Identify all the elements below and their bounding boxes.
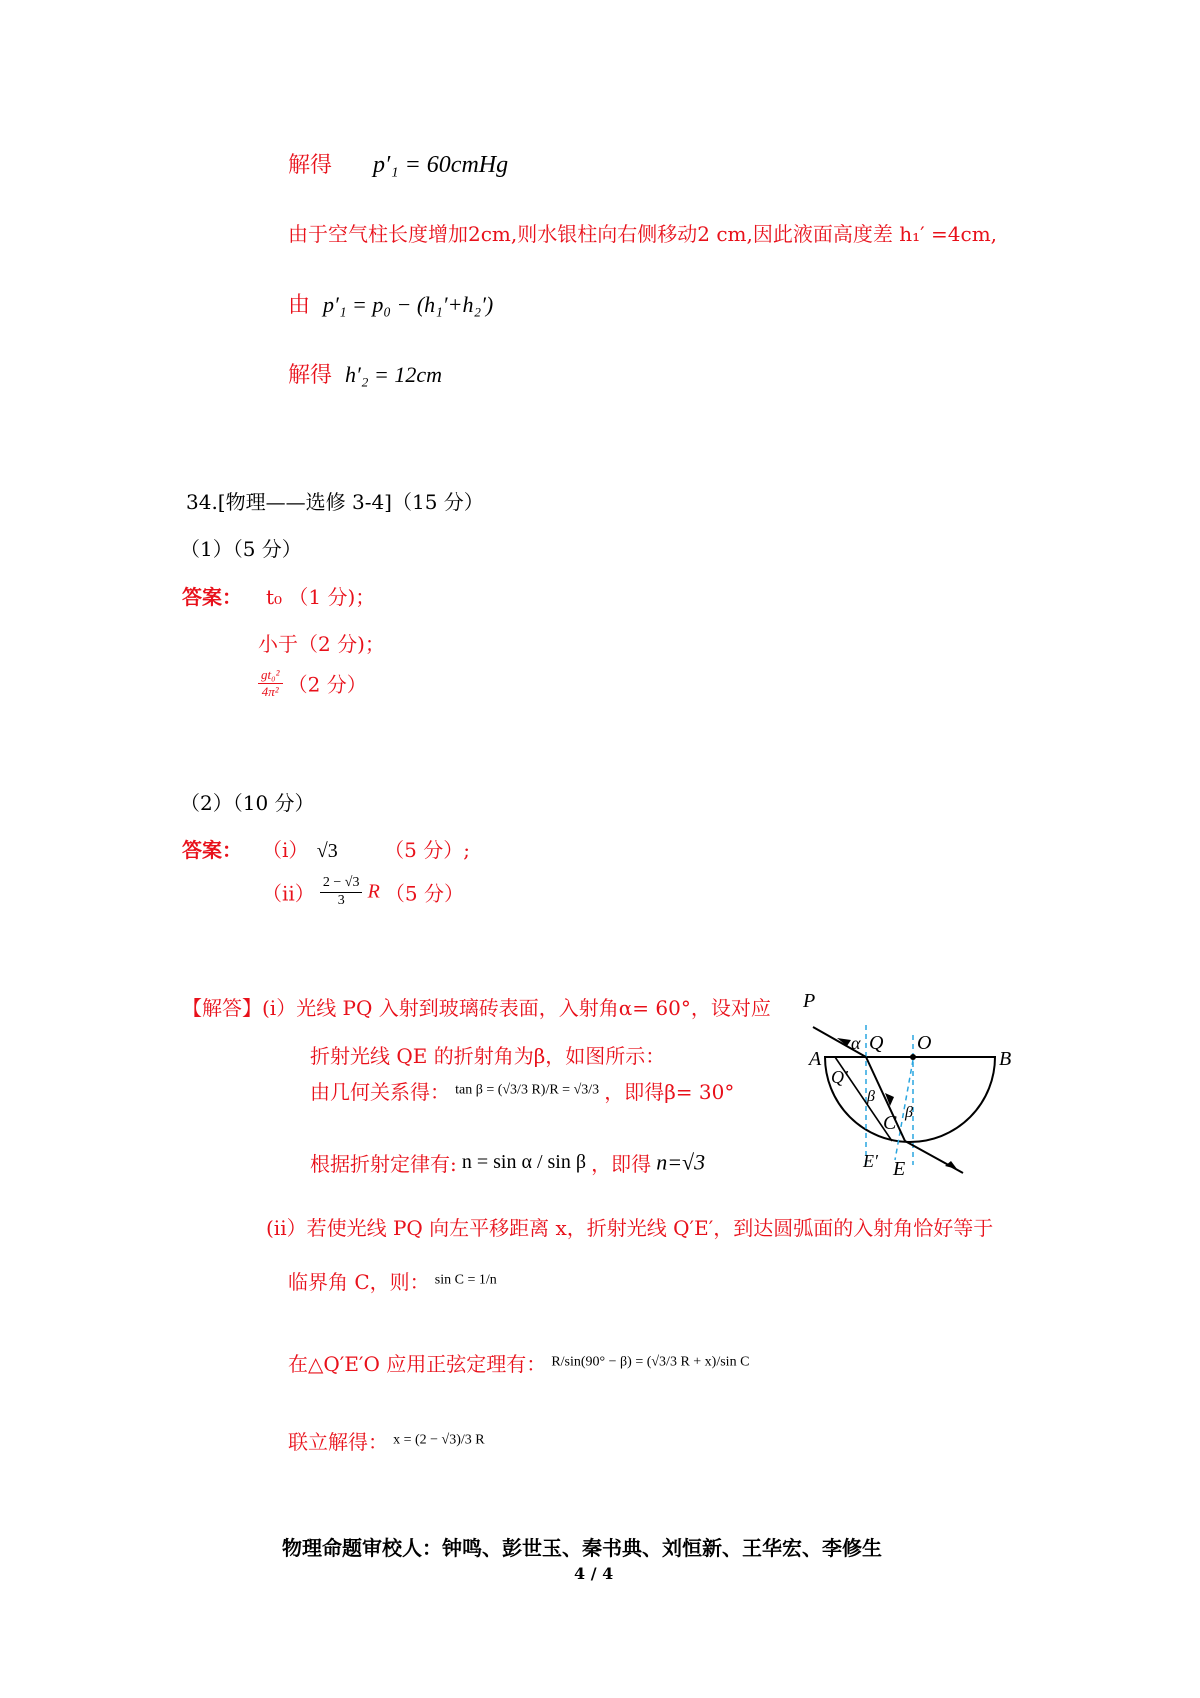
answer-formula-g [258, 668, 367, 698]
solution-line-4 [310, 1148, 705, 1177]
solve-label: 解得 [288, 153, 333, 178]
solution-line-1: 【解答】(i）光线 PQ 入射到玻璃砖表面，入射角α= 60°，设对应 [182, 996, 771, 1020]
solve-line-1 [288, 148, 508, 179]
answer-ii-points: （5 分） [384, 881, 464, 906]
answer-label-2: 答案： [182, 838, 242, 862]
label-beta-1: β [867, 1088, 875, 1105]
fraction [258, 668, 283, 698]
subquestion-1: （1）（5 分） [180, 537, 302, 561]
label-c: C [883, 1112, 897, 1134]
question-title: 34.[物理——选修 3-4]（15 分） [186, 490, 484, 514]
reviewers-line: 物理命题审校人：钟鸣、彭世玉、秦书典、刘恒新、王华宏、李修生 [282, 1536, 882, 1560]
answer-ii [262, 876, 464, 908]
solve-label: 解得 [288, 363, 333, 388]
subquestion-2: （2）（10 分） [180, 791, 315, 815]
solution-prefix: 由几何关系得： [310, 1080, 450, 1104]
semicircle-brick [825, 1057, 995, 1142]
solution-line-7 [288, 1348, 749, 1377]
answer-i-label: （i） [262, 838, 309, 862]
solution-prefix: 联立解得： [288, 1430, 388, 1454]
fraction [320, 876, 363, 908]
numerator: 2 − √3 [320, 876, 363, 893]
label-e: E [893, 1158, 906, 1180]
formula-h2: h′₂ = 12cm [345, 362, 442, 387]
radius-symbol: R [367, 880, 380, 903]
answer-i [262, 834, 470, 863]
label-p: P [803, 990, 816, 1012]
formula-snell: n = sin α / sin β [461, 1151, 587, 1173]
solution-prefix: 在△Q′E′O 应用正弦定理有： [288, 1352, 547, 1376]
label-e-prime: E′ [863, 1151, 878, 1171]
formula-x: x = (2 − √3)/3 R [393, 1432, 485, 1448]
label-b: B [999, 1048, 1012, 1070]
formula-sin-c: sin C = 1/n [434, 1272, 497, 1288]
solve-line-3 [288, 288, 493, 319]
solve-line-4 [288, 358, 442, 389]
answer-label: 答案： [182, 585, 242, 609]
solution-line-5: (ii）若使光线 PQ 向左平移距离 x，折射光线 Q′E′，到达圆弧面的入射角恰好等于 [266, 1216, 994, 1240]
numerator: gt₀² [258, 668, 283, 684]
answer-i-points: （5 分）; [384, 838, 470, 862]
solution-prefix: 临界角 C，则： [288, 1270, 430, 1294]
label-q-prime: Q′ [831, 1067, 848, 1087]
arrow-head [945, 1161, 957, 1169]
answer-ii-label: （ii） [262, 881, 315, 906]
label-q: Q [869, 1032, 884, 1054]
page-number: 4 / 4 [574, 1564, 614, 1583]
solution-line-6 [288, 1266, 497, 1295]
answer-t0: t₀ （1 分)； [266, 585, 376, 609]
solution-suffix: ，即得β= 30° [604, 1080, 735, 1104]
center-point [910, 1054, 916, 1060]
label-alpha: α [851, 1033, 861, 1053]
formula-sine-law: R/sin(90° − β) = (√3/3 R + x)/sin C [551, 1354, 750, 1370]
denominator: 4π² [261, 683, 279, 699]
explanation-line: 由于空气柱长度增加2cm,则水银柱向右侧移动2 cm,因此液面高度差 h₁′ =4cm, [288, 222, 998, 246]
formula-pressure: p′₁ = p₀ − (h₁′+h₂′) [323, 292, 494, 317]
solution-line-8 [288, 1426, 485, 1455]
denominator: 3 [337, 892, 345, 908]
formula-tan-beta: tan β = (√3/3 R)/R = √3/3 [455, 1082, 600, 1098]
points: （2 分） [287, 672, 367, 697]
solution-prefix: 根据折射定律有: [310, 1152, 457, 1176]
solution-line-3 [310, 1076, 734, 1105]
answer-i-value: √3 [316, 840, 338, 862]
formula-p1: p′₁ = 60cmHg [373, 152, 509, 178]
optics-diagram [795, 985, 1020, 1195]
answer-less-than: 小于（2 分)； [258, 632, 385, 656]
label-a: A [809, 1048, 822, 1070]
label-beta-2: β [905, 1104, 913, 1121]
solution-line-2: 折射光线 QE 的折射角为β，如图所示： [310, 1044, 666, 1068]
solve-label: 由 [288, 293, 311, 318]
refractive-index: n=√3 [656, 1149, 706, 1175]
label-o: O [917, 1032, 932, 1054]
solution-suffix: ，即得 [591, 1152, 652, 1176]
